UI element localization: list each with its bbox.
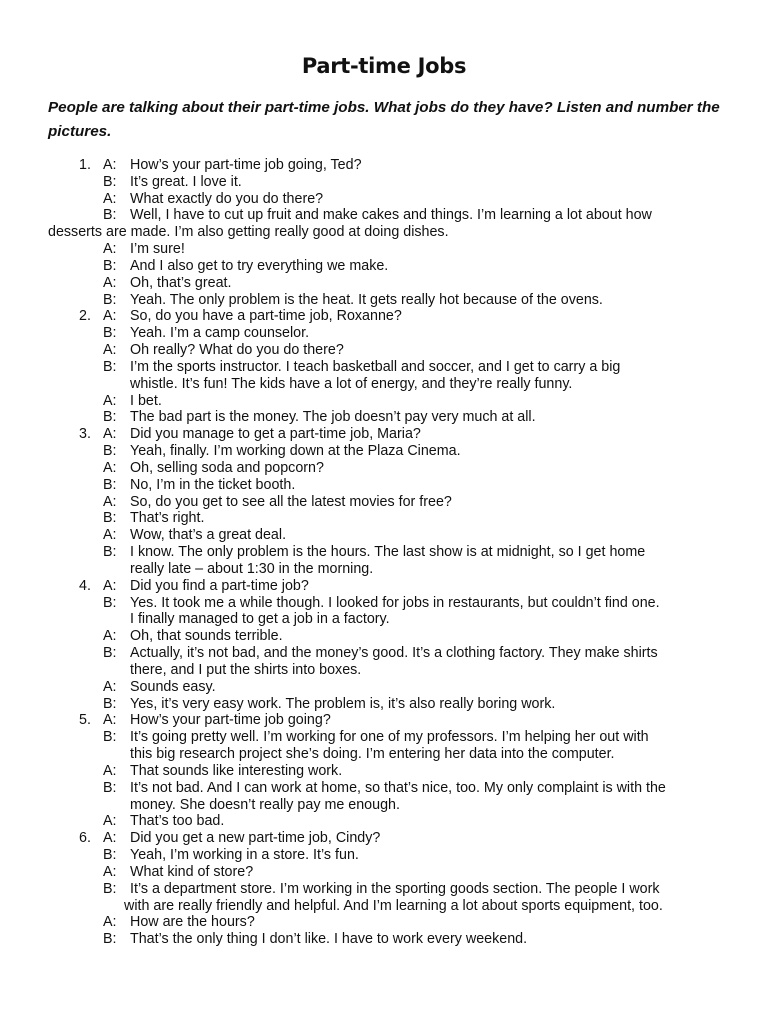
speaker-label: A: (103, 763, 117, 779)
conversation-number: 6. (79, 830, 91, 846)
dialogue-text-continuation: money. She doesn’t really pay me enough. (130, 797, 400, 813)
speaker-label: B: (103, 258, 117, 274)
dialogue-line (0, 359, 768, 376)
speaker-label: B: (103, 729, 117, 745)
dialogue-line (0, 443, 768, 460)
conversation-number: 3. (79, 426, 91, 442)
conversation-number: 2. (79, 308, 91, 324)
dialogue-text-continuation: I finally managed to get a job in a factory. (130, 611, 390, 627)
speaker-label: B: (103, 174, 117, 190)
dialogue-line-continuation (0, 662, 768, 679)
dialogue-line (0, 460, 768, 477)
dialogue-line (0, 510, 768, 527)
dialogue-line (0, 864, 768, 881)
dialogue-line (0, 308, 768, 325)
speaker-label: A: (103, 157, 117, 173)
speaker-label: B: (103, 477, 117, 493)
dialogue-text: So, do you have a part-time job, Roxanne? (130, 308, 402, 324)
speaker-label: A: (103, 393, 117, 409)
dialogue-text: Yes, it’s very easy work. The problem is, it’s also really boring work. (130, 696, 556, 712)
dialogue-line (0, 258, 768, 275)
conversation-number: 1. (79, 157, 91, 173)
dialogue-line (0, 157, 768, 174)
speaker-label: A: (103, 494, 117, 510)
speaker-label: A: (103, 342, 117, 358)
dialogue-text-continuation: desserts are made. I’m also getting really good at doing dishes. (48, 224, 449, 240)
speaker-label: A: (103, 914, 117, 930)
dialogue-line (0, 527, 768, 544)
dialogue-text: Oh, selling soda and popcorn? (130, 460, 324, 476)
dialogue-line (0, 477, 768, 494)
speaker-label: B: (103, 443, 117, 459)
speaker-label: B: (103, 780, 117, 796)
dialogue-text: How’s your part-time job going? (130, 712, 331, 728)
speaker-label: A: (103, 864, 117, 880)
dialogue-line (0, 544, 768, 561)
dialogue-line-continuation (0, 797, 768, 814)
dialogue-line-continuation (0, 898, 768, 915)
dialogue-line (0, 292, 768, 309)
dialogue-line (0, 207, 768, 224)
dialogue-text: I’m the sports instructor. I teach basketball and soccer, and I get to carry a big (130, 359, 621, 375)
dialogue-line (0, 494, 768, 511)
dialogue-text: How’s your part-time job going, Ted? (130, 157, 362, 173)
dialogue-text: The bad part is the money. The job doesn’t pay very much at all. (130, 409, 536, 425)
dialogue-text: What exactly do you do there? (130, 191, 324, 207)
speaker-label: B: (103, 645, 117, 661)
dialogue-line (0, 729, 768, 746)
dialogue-text-continuation: really late – about 1:30 in the morning. (130, 561, 374, 577)
speaker-label: B: (103, 510, 117, 526)
speaker-label: A: (103, 527, 117, 543)
dialogue-line (0, 679, 768, 696)
dialogue-line (0, 881, 768, 898)
speaker-label: B: (103, 931, 117, 947)
dialogue-line (0, 763, 768, 780)
dialogue-line (0, 325, 768, 342)
dialogue-line-continuation (0, 611, 768, 628)
dialogue-text: That’s the only thing I don’t like. I have to work every weekend. (130, 931, 528, 947)
dialogue-line (0, 241, 768, 258)
dialogue-line (0, 409, 768, 426)
dialogue-text: No, I’m in the ticket booth. (130, 477, 296, 493)
dialogue-line (0, 426, 768, 443)
dialogue-text: I bet. (130, 393, 162, 409)
speaker-label: A: (103, 241, 117, 257)
dialogue-line-continuation (0, 561, 768, 578)
speaker-label: B: (103, 544, 117, 560)
dialogue-line (0, 628, 768, 645)
dialogue-text-continuation: this big research project she’s doing. I’m entering her data into the computer. (130, 746, 615, 762)
dialogue-line (0, 780, 768, 797)
dialogue-text: Yeah. The only problem is the heat. It gets really hot because of the ovens. (130, 292, 603, 308)
dialogue-text: And I also get to try everything we make. (130, 258, 389, 274)
dialogue-text: Yeah, I’m working in a store. It’s fun. (130, 847, 359, 863)
dialogue-line-continuation (0, 224, 768, 241)
dialogue-text: Oh, that sounds terrible. (130, 628, 283, 644)
dialogue-text: That’s too bad. (130, 813, 225, 829)
conversation-number: 5. (79, 712, 91, 728)
dialogue-line (0, 813, 768, 830)
dialogue-line (0, 342, 768, 359)
dialogue-text: Wow, that’s a great deal. (130, 527, 287, 543)
dialogue-text: Yeah, finally. I’m working down at the Plaza Cinema. (130, 443, 461, 459)
dialogue-line (0, 847, 768, 864)
speaker-label: A: (103, 712, 117, 728)
instructions: People are talking about their part-time jobs. What jobs do they have? Listen and number the pictures. (48, 99, 720, 140)
speaker-label: A: (103, 460, 117, 476)
dialogue-line (0, 830, 768, 847)
dialogue-line-continuation (0, 376, 768, 393)
dialogue-text: What kind of store? (130, 864, 254, 880)
conversation-number: 4. (79, 578, 91, 594)
speaker-label: A: (103, 679, 117, 695)
speaker-label: B: (103, 359, 117, 375)
speaker-label: A: (103, 308, 117, 324)
dialogue-line (0, 645, 768, 662)
dialogue-text: Actually, it’s not bad, and the money’s good. It’s a clothing factory. They make shirts (130, 645, 658, 661)
dialogue-text: Did you get a new part-time job, Cindy? (130, 830, 381, 846)
dialogue-text: Yes. It took me a while though. I looked for jobs in restaurants, but couldn’t find one. (130, 595, 660, 611)
dialogue-text: Oh, that’s great. (130, 275, 232, 291)
dialogue-line (0, 696, 768, 713)
speaker-label: A: (103, 830, 117, 846)
dialogue-text-continuation: with are really friendly and helpful. And I’m learning a lot about sports equipment, too. (124, 898, 663, 914)
dialogue-text: Oh really? What do you do there? (130, 342, 344, 358)
dialogue-text-continuation: whistle. It’s fun! The kids have a lot of energy, and they’re really funny. (130, 376, 573, 392)
speaker-label: A: (103, 275, 117, 291)
dialogue-text-continuation: there, and I put the shirts into boxes. (130, 662, 362, 678)
dialogue-text: So, do you get to see all the latest movies for free? (130, 494, 452, 510)
dialogue-text: I’m sure! (130, 241, 185, 257)
speaker-label: B: (103, 595, 117, 611)
dialogue-text: How are the hours? (130, 914, 255, 930)
dialogue-text: That’s right. (130, 510, 205, 526)
speaker-label: A: (103, 426, 117, 442)
dialogue-line (0, 595, 768, 612)
dialogue-text: That sounds like interesting work. (130, 763, 343, 779)
dialogue-text: Did you find a part-time job? (130, 578, 309, 594)
dialogue-line (0, 393, 768, 410)
speaker-label: A: (103, 628, 117, 644)
dialogue-line (0, 914, 768, 931)
dialogue-line (0, 174, 768, 191)
dialogue-text: Well, I have to cut up fruit and make cakes and things. I’m learning a lot about how (130, 207, 652, 223)
dialogue-text: I know. The only problem is the hours. The last show is at midnight, so I get home (130, 544, 646, 560)
speaker-label: B: (103, 325, 117, 341)
dialogue-text: Sounds easy. (130, 679, 216, 695)
dialogue-line (0, 712, 768, 729)
dialogue-line-continuation (0, 746, 768, 763)
speaker-label: B: (103, 409, 117, 425)
speaker-label: A: (103, 191, 117, 207)
dialogue-text: It’s a department store. I’m working in the sporting goods section. The people I work (130, 881, 660, 897)
speaker-label: B: (103, 207, 117, 223)
dialogue-text: Yeah. I’m a camp counselor. (130, 325, 310, 341)
speaker-label: B: (103, 292, 117, 308)
speaker-label: A: (103, 813, 117, 829)
dialogue-text: Did you manage to get a part-time job, Maria? (130, 426, 421, 442)
speaker-label: B: (103, 696, 117, 712)
speaker-label: B: (103, 847, 117, 863)
dialogue-line (0, 931, 768, 948)
dialogue-line (0, 191, 768, 208)
speaker-label: A: (103, 578, 117, 594)
speaker-label: B: (103, 881, 117, 897)
dialogue-text: It’s not bad. And I can work at home, so that’s nice, too. My only complaint is with the (130, 780, 666, 796)
page-title: Part-time Jobs (301, 54, 467, 78)
dialogue-text: It’s going pretty well. I’m working for one of my professors. I’m helping her out with (130, 729, 649, 745)
dialogue-text: It’s great. I love it. (130, 174, 242, 190)
dialogue-line (0, 275, 768, 292)
dialogue-line (0, 578, 768, 595)
